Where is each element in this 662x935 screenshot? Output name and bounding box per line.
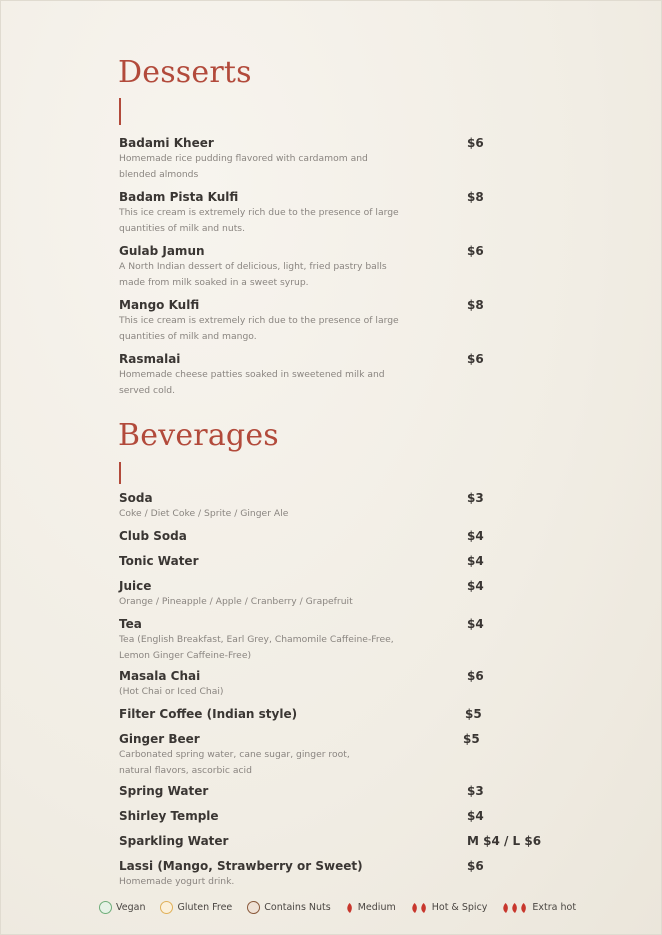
legend-vegan [99,901,145,914]
item-description: Orange / Pineapple / Apple / Cranberry / Grapefruit [119,596,353,607]
item-price: $5 [463,732,480,746]
item-name: Spring Water [119,784,209,798]
item-name: Ginger Beer [119,732,200,746]
chili-icon [511,903,518,913]
item-price: $8 [467,298,484,312]
menu-item [119,732,549,778]
item-description: Homemade cheese patties soaked in sweetened milk and served cold. [119,369,385,396]
wheat-icon [160,901,173,914]
item-description: Coke / Diet Coke / Sprite / Ginger Ale [119,508,289,519]
item-price: $8 [467,190,484,204]
leaf-icon [99,901,112,914]
menu-item [119,554,549,569]
item-description: Tea (English Breakfast, Earl Grey, Chamomile Caffeine-Free, Lemon Ginger Caffeine-Free) [119,634,394,661]
item-price: M $4 / L $6 [467,834,542,848]
menu-item [119,784,549,799]
item-price: $4 [467,617,484,631]
item-name: Badami Kheer [119,136,214,150]
menu-item [119,190,549,236]
legend-label: Medium [357,902,396,913]
chili-icon [420,903,427,913]
item-name: Tonic Water [119,554,199,568]
item-name: Tea [119,617,142,631]
menu-item [119,529,549,544]
item-price: $6 [467,859,484,873]
chili-icon [411,903,418,913]
item-price: $6 [467,352,484,366]
menu-item [119,859,549,890]
item-description: (Hot Chai or Iced Chai) [119,686,224,697]
menu-item [119,669,549,700]
item-name: Sparkling Water [119,834,229,848]
menu-item [119,491,549,522]
item-description: This ice cream is extremely rich due to the presence of large quantities of milk and nuts. [119,207,399,234]
legend-label: Contains Nuts [264,902,331,913]
item-name: Shirley Temple [119,809,219,823]
item-name: Masala Chai [119,669,201,683]
menu-item [119,617,549,663]
legend-medium [346,902,396,913]
legend-label: Gluten Free [177,902,233,913]
legend-contains-nuts [247,901,330,914]
item-name: Soda [119,491,153,505]
item-name: Gulab Jamun [119,244,205,258]
item-description: A North Indian dessert of delicious, light, fried pastry balls made from milk soaked in a sweet syrup. [119,261,387,288]
item-price: $5 [465,707,482,721]
item-name: Badam Pista Kulfi [119,190,239,204]
menu-item [119,244,549,290]
beverages-accent-bar [119,462,121,484]
item-name: Mango Kulfi [119,298,200,312]
chili-icon [520,903,527,913]
legend-gluten-free [160,901,232,914]
menu-item [119,834,549,849]
item-price: $4 [467,579,484,593]
item-price: $6 [467,244,484,258]
dietary-legend [99,901,591,914]
legend-label: Hot & Spicy [431,902,488,913]
item-price: $6 [467,669,484,683]
item-name: Club Soda [119,529,187,543]
legend-extra-hot [502,902,576,913]
menu-item [119,707,549,722]
beverages-title: Beverages [118,418,279,453]
item-price: $4 [467,554,484,568]
item-description: This ice cream is extremely rich due to the presence of large quantities of milk and mango. [119,315,399,342]
legend-label: Vegan [116,902,146,913]
menu-item [119,136,549,182]
legend-label: Extra hot [532,902,577,913]
item-name: Rasmalai [119,352,181,366]
item-description: Homemade rice pudding flavored with cardamom and blended almonds [119,153,368,180]
desserts-accent-bar [119,98,121,125]
item-price: $4 [467,809,484,823]
menu-item [119,298,549,344]
item-description: Carbonated spring water, cane sugar, ginger root, natural flavors, ascorbic acid [119,749,350,776]
item-price: $3 [467,491,484,505]
legend-hot-spicy [411,902,488,913]
chili-icon [502,903,509,913]
item-price: $3 [467,784,484,798]
desserts-title: Desserts [118,55,252,90]
item-name: Filter Coffee (Indian style) [119,707,298,721]
item-price: $6 [467,136,484,150]
item-name: Juice [119,579,152,593]
menu-item [119,809,549,824]
nut-icon [247,901,260,914]
menu-item [119,579,549,610]
item-price: $4 [467,529,484,543]
menu-item [119,352,549,398]
item-description: Homemade yogurt drink. [119,876,235,887]
chili-icon [346,903,353,913]
item-name: Lassi (Mango, Strawberry or Sweet) [119,859,363,873]
